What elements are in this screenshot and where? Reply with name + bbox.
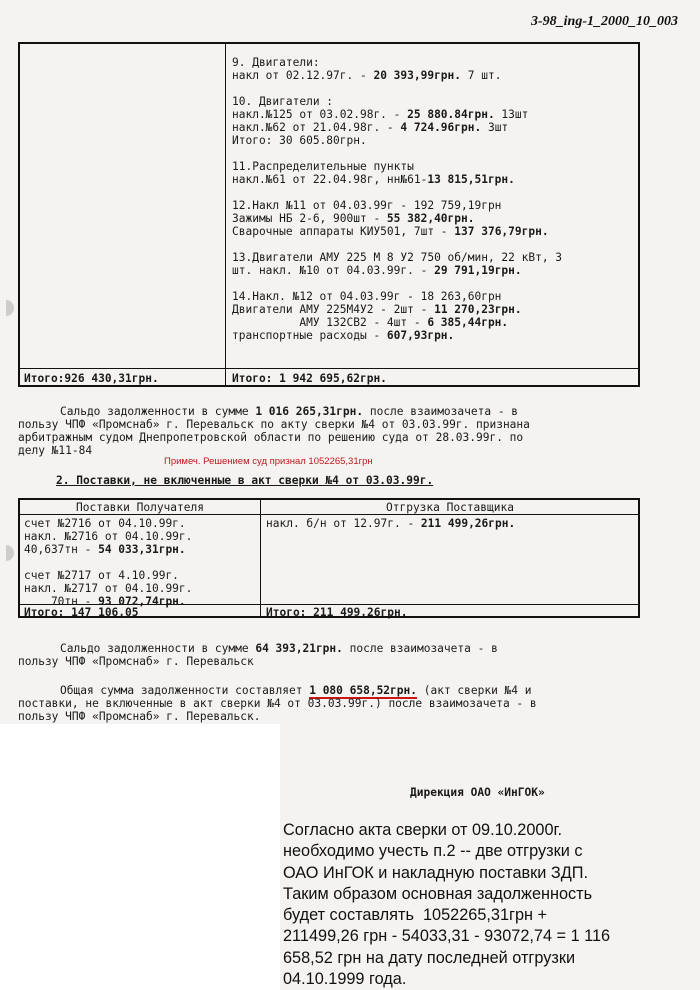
total-supplier: Итого: 211 499,26грн. (266, 606, 408, 619)
total-debt-line-1: Общая сумма задолженности составляет 1 080 658,52грн. (акт сверки №4 и (60, 684, 532, 697)
signature-direction: Дирекция ОАО «ИнГОК» (410, 786, 545, 799)
note-line: 658,52 грн на дату последней отгрузки (283, 948, 576, 967)
document-id: 3-98_ing-1_2000_10_003 (531, 14, 678, 29)
note-line: Таким образом основная задолженность (283, 884, 593, 903)
delivery-line: счет №2716 от 04.10.99г. (24, 517, 186, 530)
shipment-item (232, 199, 562, 238)
deliveries-table (18, 498, 640, 618)
shipment-line: накл.№61 от 22.04.98г, нн№61-13 815,51грн. (232, 173, 515, 186)
shipment-line: 10. Двигатели : (232, 95, 334, 108)
shipment-line: Двигатели АМУ 225М4У2 - 2шт - 11 270,23грн. (232, 303, 522, 316)
saldo-line-1: Сальдо задолженности в сумме 1 016 265,31грн. после взаимозачета - в (60, 405, 519, 418)
shipment-line: 13.Двигатели АМУ 225 М 8 У2 750 об/мин, 22 кВт, 3 (232, 251, 563, 264)
column-divider (225, 44, 226, 385)
delivery-line: 70тн - 93 072,74грн. (24, 595, 186, 608)
shipments-list (232, 56, 562, 355)
note-line: ОАО ИнГОК и накладную поставки ЗДП. (283, 863, 588, 882)
shipment-line: 14.Накл. №12 от 04.03.99г - 18 263,60грн (232, 290, 502, 303)
header-recipient: Поставки Получателя (76, 501, 204, 514)
saldo-line-3: арбитражным судом Днепропетровской области по решению суда от 28.03.99г. по (18, 431, 524, 444)
note-line: 04.10.1999 года. (283, 970, 407, 989)
red-annotation: Примеч. Решением суд признал 1052265,31грн (164, 456, 373, 467)
shipment-line: 9. Двигатели: (232, 56, 320, 69)
note-line: Согласно акта сверки от 09.10.2000г. (283, 821, 562, 839)
shipment-item (232, 95, 562, 147)
shipment-line: транспортные расходы - 607,93грн. (232, 329, 455, 342)
shipment-line: АМУ 132СВ2 - 4шт - 6 385,44грн. (232, 316, 509, 329)
handwritten-note (283, 820, 693, 990)
blank-patch (0, 724, 280, 990)
note-line: будет составлять 1052265,31грн + (283, 906, 548, 925)
recipient-deliveries (24, 517, 192, 608)
shipment-item (232, 251, 562, 277)
delivery-line: счет №2717 от 4.10.99г. (24, 569, 179, 582)
total-right: Итого: 1 942 695,62грн. (232, 372, 387, 385)
saldo-line-2: пользу ЧПФ «Промснаб» г. Перевальск по акту сверки №4 от 03.03.99г. признана (18, 418, 530, 431)
total-debt-amount: 1 080 658,52грн. (309, 684, 417, 697)
shipment-line: накл.№62 от 21.04.98г. - 4 724.96грн. 3шт (232, 121, 509, 134)
delivery-line: 40,637тн - 54 033,31грн. (24, 543, 186, 556)
shipment-item (232, 160, 562, 186)
supplier-shipment: накл. б/н от 12.97г. - 211 499,26грн. (266, 517, 516, 530)
saldo-line-4: делу №11-84 (18, 444, 93, 457)
note-line: необходимо учесть п.2 -- две отгрузки с (283, 842, 583, 861)
header-supplier: Отгрузка Поставщика (386, 501, 514, 514)
delivery-line: накл. №2716 от 04.10.99г. (24, 530, 193, 543)
header-divider (20, 514, 638, 515)
total-debt-line-2: поставки, не включенные в акт сверки №4 от 03.03.99г.) после взаимозачета - в (18, 697, 537, 710)
shipment-line: 12.Накл №11 от 04.03.99г - 192 759,19грн (232, 199, 502, 212)
note-line: 211499,26 грн - 54033,31 - 93072,74 = 1 116 (283, 927, 611, 946)
total-recipient: Итого: 147 106,05 (24, 606, 139, 619)
section-2-title: 2. Поставки, не включенные в акт сверки №4 от 03.03.99г. (56, 474, 434, 487)
shipment-line: 11.Распределительные пункты (232, 160, 414, 173)
column-divider (260, 500, 261, 616)
shipment-line: Зажимы НБ 2-6, 900шт - 55 382,40грн. (232, 212, 475, 225)
total-debt-line-3: пользу ЧПФ «Промснаб» г. Перевальск. (18, 710, 261, 723)
delivery-line: накл. №2717 от 04.10.99г. (24, 582, 193, 595)
shipment-line: Сварочные аппараты КИУ501, 7шт - 137 376,79грн. (232, 225, 549, 238)
binder-hole (6, 300, 14, 316)
shipment-item (232, 56, 562, 82)
binder-hole (6, 545, 14, 561)
delivery-line (24, 556, 192, 569)
total-left: Итого:926 430,31грн. (24, 372, 159, 385)
shipment-line: накл от 02.12.97г. - 20 393,99грн. 7 шт. (232, 69, 502, 82)
shipment-item (232, 290, 562, 342)
debts-table (18, 42, 640, 387)
shipment-line: накл.№125 от 03.02.98г. - 25 880.84грн. 13шт (232, 108, 529, 121)
saldo2-line-1: Сальдо задолженности в сумме 64 393,21грн. после взаимозачета - в (60, 642, 498, 655)
totals-divider (20, 368, 638, 369)
shipment-line: шт. накл. №10 от 04.03.99г. - 29 791,19грн. (232, 264, 522, 277)
shipment-line: Итого: 30 605.80грн. (232, 134, 367, 147)
saldo2-line-2: пользу ЧПФ «Промснаб» г. Перевальск (18, 655, 254, 668)
